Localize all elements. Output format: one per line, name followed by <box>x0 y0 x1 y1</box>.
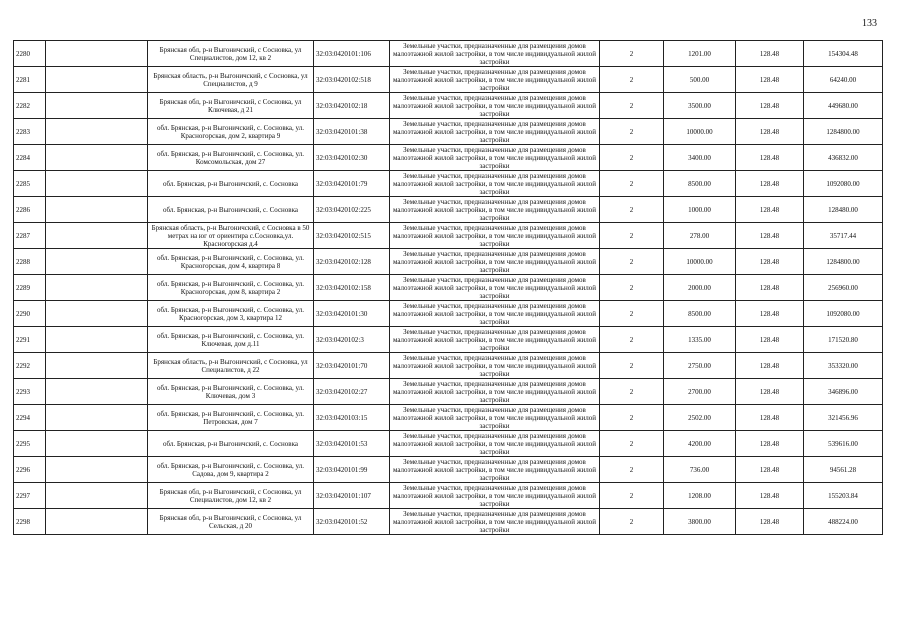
rate-cell: 128.48 <box>736 119 804 145</box>
empty-cell <box>46 197 148 223</box>
rate-cell: 128.48 <box>736 93 804 119</box>
cadastral-number-cell: 32:03:0420102:18 <box>314 93 390 119</box>
land-use-cell: Земельные участки, предназначенные для размещения домов малоэтажной жилой застройки, в том числе индивидуальной жилой застройки <box>390 301 600 327</box>
category-cell: 2 <box>600 483 664 509</box>
land-use-cell: Земельные участки, предназначенные для размещения домов малоэтажной жилой застройки, в том числе индивидуальной жилой застройки <box>390 197 600 223</box>
row-number-cell: 2284 <box>14 145 46 171</box>
rate-cell: 128.48 <box>736 353 804 379</box>
cadastral-number-cell: 32:03:0420103:15 <box>314 405 390 431</box>
land-registry-table <box>13 40 883 535</box>
address-cell: обл. Брянская, р-н Выгоничский, с. Сосновка, ул. Красногорская, дом 2, квартира 9 <box>148 119 314 145</box>
rate-cell: 128.48 <box>736 223 804 249</box>
category-cell: 2 <box>600 379 664 405</box>
row-number-cell: 2283 <box>14 119 46 145</box>
category-cell: 2 <box>600 457 664 483</box>
empty-cell <box>46 483 148 509</box>
area-cell: 1335.00 <box>664 327 736 353</box>
address-cell: обл. Брянская, р-н Выгоничский, с. Сосновка, ул. Красногорская, дом 3, квартира 12 <box>148 301 314 327</box>
cadastral-value-cell: 1092080.00 <box>804 171 883 197</box>
land-use-cell: Земельные участки, предназначенные для размещения домов малоэтажной жилой застройки, в том числе индивидуальной жилой застройки <box>390 509 600 535</box>
area-cell: 3500.00 <box>664 93 736 119</box>
land-use-cell: Земельные участки, предназначенные для размещения домов малоэтажной жилой застройки, в том числе индивидуальной жилой застройки <box>390 327 600 353</box>
category-cell: 2 <box>600 119 664 145</box>
category-cell: 2 <box>600 353 664 379</box>
land-use-cell: Земельные участки, предназначенные для размещения домов малоэтажной жилой застройки, в том числе индивидуальной жилой застройки <box>390 41 600 67</box>
address-cell: Брянская область, р-н Выгоничский, с Сосновка в 50 метрах на юг от ориентира с.Сосновка,ул. Красногорская д.4 <box>148 223 314 249</box>
rate-cell: 128.48 <box>736 457 804 483</box>
row-number-cell: 2294 <box>14 405 46 431</box>
address-cell: обл. Брянская, р-н Выгоничский, с. Сосновка <box>148 431 314 457</box>
address-cell: обл. Брянская, р-н Выгоничский, с. Сосновка, ул. Красногорская, дом 4, квартира 8 <box>148 249 314 275</box>
table-row <box>14 41 883 67</box>
cadastral-value-cell: 94561.28 <box>804 457 883 483</box>
rate-cell: 128.48 <box>736 327 804 353</box>
table-row <box>14 431 883 457</box>
area-cell: 736.00 <box>664 457 736 483</box>
land-use-cell: Земельные участки, предназначенные для размещения домов малоэтажной жилой застройки, в том числе индивидуальной жилой застройки <box>390 223 600 249</box>
category-cell: 2 <box>600 431 664 457</box>
table-row <box>14 197 883 223</box>
rate-cell: 128.48 <box>736 145 804 171</box>
table-row <box>14 379 883 405</box>
area-cell: 8500.00 <box>664 171 736 197</box>
rate-cell: 128.48 <box>736 197 804 223</box>
area-cell: 1000.00 <box>664 197 736 223</box>
cadastral-value-cell: 256960.00 <box>804 275 883 301</box>
empty-cell <box>46 67 148 93</box>
table-row <box>14 93 883 119</box>
land-use-cell: Земельные участки, предназначенные для размещения домов малоэтажной жилой застройки, в том числе индивидуальной жилой застройки <box>390 353 600 379</box>
row-number-cell: 2295 <box>14 431 46 457</box>
table-row <box>14 275 883 301</box>
area-cell: 278.00 <box>664 223 736 249</box>
category-cell: 2 <box>600 301 664 327</box>
empty-cell <box>46 379 148 405</box>
empty-cell <box>46 405 148 431</box>
row-number-cell: 2285 <box>14 171 46 197</box>
rate-cell: 128.48 <box>736 41 804 67</box>
category-cell: 2 <box>600 93 664 119</box>
land-use-cell: Земельные участки, предназначенные для размещения домов малоэтажной жилой застройки, в том числе индивидуальной жилой застройки <box>390 431 600 457</box>
cadastral-value-cell: 1092080.00 <box>804 301 883 327</box>
cadastral-number-cell: 32:03:0420101:70 <box>314 353 390 379</box>
cadastral-value-cell: 1284800.00 <box>804 249 883 275</box>
table-row <box>14 145 883 171</box>
land-use-cell: Земельные участки, предназначенные для размещения домов малоэтажной жилой застройки, в том числе индивидуальной жилой застройки <box>390 145 600 171</box>
category-cell: 2 <box>600 197 664 223</box>
row-number-cell: 2281 <box>14 67 46 93</box>
table-row <box>14 67 883 93</box>
cadastral-value-cell: 488224.00 <box>804 509 883 535</box>
category-cell: 2 <box>600 275 664 301</box>
area-cell: 2700.00 <box>664 379 736 405</box>
area-cell: 500.00 <box>664 67 736 93</box>
land-use-cell: Земельные участки, предназначенные для размещения домов малоэтажной жилой застройки, в том числе индивидуальной жилой застройки <box>390 275 600 301</box>
cadastral-value-cell: 539616.00 <box>804 431 883 457</box>
cadastral-number-cell: 32:03:0420101:52 <box>314 509 390 535</box>
rate-cell: 128.48 <box>736 509 804 535</box>
empty-cell <box>46 353 148 379</box>
table-row <box>14 353 883 379</box>
area-cell: 1208.00 <box>664 483 736 509</box>
land-use-cell: Земельные участки, предназначенные для размещения домов малоэтажной жилой застройки, в том числе индивидуальной жилой застройки <box>390 119 600 145</box>
rate-cell: 128.48 <box>736 431 804 457</box>
page-number: 133 <box>862 18 877 29</box>
table-row <box>14 405 883 431</box>
cadastral-number-cell: 32:03:0420102:128 <box>314 249 390 275</box>
table-row <box>14 171 883 197</box>
land-use-cell: Земельные участки, предназначенные для размещения домов малоэтажной жилой застройки, в том числе индивидуальной жилой застройки <box>390 249 600 275</box>
cadastral-value-cell: 346896.00 <box>804 379 883 405</box>
category-cell: 2 <box>600 145 664 171</box>
address-cell: обл. Брянская, р-н Выгоничский, с. Сосновка, ул. Комсомольская, дом 27 <box>148 145 314 171</box>
cadastral-number-cell: 32:03:0420101:99 <box>314 457 390 483</box>
cadastral-number-cell: 32:03:0420102:158 <box>314 275 390 301</box>
address-cell: Брянская обл, р-н Выгоничский, с Сосновка, ул Сельская, д 20 <box>148 509 314 535</box>
category-cell: 2 <box>600 223 664 249</box>
cadastral-number-cell: 32:03:0420101:38 <box>314 119 390 145</box>
empty-cell <box>46 171 148 197</box>
empty-cell <box>46 41 148 67</box>
area-cell: 2750.00 <box>664 353 736 379</box>
table-row <box>14 223 883 249</box>
area-cell: 2000.00 <box>664 275 736 301</box>
address-cell: Брянская область, р-н Выгоничский, с Сосновка, ул Специалистов, д 22 <box>148 353 314 379</box>
empty-cell <box>46 509 148 535</box>
cadastral-value-cell: 35717.44 <box>804 223 883 249</box>
cadastral-value-cell: 154304.48 <box>804 41 883 67</box>
row-number-cell: 2292 <box>14 353 46 379</box>
address-cell: Брянская область, р-н Выгоничский, с Сосновка, ул Специалистов, д 9 <box>148 67 314 93</box>
land-use-cell: Земельные участки, предназначенные для размещения домов малоэтажной жилой застройки, в том числе индивидуальной жилой застройки <box>390 405 600 431</box>
address-cell: обл. Брянская, р-н Выгоничский, с. Сосновка, ул. Петровская, дом 7 <box>148 405 314 431</box>
row-number-cell: 2293 <box>14 379 46 405</box>
cadastral-number-cell: 32:03:0420101:30 <box>314 301 390 327</box>
row-number-cell: 2290 <box>14 301 46 327</box>
area-cell: 3400.00 <box>664 145 736 171</box>
category-cell: 2 <box>600 405 664 431</box>
empty-cell <box>46 301 148 327</box>
row-number-cell: 2289 <box>14 275 46 301</box>
empty-cell <box>46 223 148 249</box>
empty-cell <box>46 93 148 119</box>
row-number-cell: 2287 <box>14 223 46 249</box>
rate-cell: 128.48 <box>736 405 804 431</box>
address-cell: Брянская обл, р-н Выгоничский, с Сосновка, ул Ключевая, д 21 <box>148 93 314 119</box>
land-use-cell: Земельные участки, предназначенные для размещения домов малоэтажной жилой застройки, в том числе индивидуальной жилой застройки <box>390 379 600 405</box>
empty-cell <box>46 327 148 353</box>
empty-cell <box>46 275 148 301</box>
area-cell: 8500.00 <box>664 301 736 327</box>
table-row <box>14 119 883 145</box>
row-number-cell: 2291 <box>14 327 46 353</box>
rate-cell: 128.48 <box>736 249 804 275</box>
land-use-cell: Земельные участки, предназначенные для размещения домов малоэтажной жилой застройки, в том числе индивидуальной жилой застройки <box>390 457 600 483</box>
cadastral-value-cell: 128480.00 <box>804 197 883 223</box>
cadastral-number-cell: 32:03:0420102:3 <box>314 327 390 353</box>
cadastral-value-cell: 1284800.00 <box>804 119 883 145</box>
category-cell: 2 <box>600 249 664 275</box>
row-number-cell: 2288 <box>14 249 46 275</box>
row-number-cell: 2280 <box>14 41 46 67</box>
table-row <box>14 457 883 483</box>
category-cell: 2 <box>600 41 664 67</box>
row-number-cell: 2286 <box>14 197 46 223</box>
cadastral-number-cell: 32:03:0420101:106 <box>314 41 390 67</box>
row-number-cell: 2296 <box>14 457 46 483</box>
area-cell: 4200.00 <box>664 431 736 457</box>
land-use-cell: Земельные участки, предназначенные для размещения домов малоэтажной жилой застройки, в том числе индивидуальной жилой застройки <box>390 483 600 509</box>
rate-cell: 128.48 <box>736 67 804 93</box>
empty-cell <box>46 249 148 275</box>
cadastral-value-cell: 321456.96 <box>804 405 883 431</box>
row-number-cell: 2282 <box>14 93 46 119</box>
table-row <box>14 509 883 535</box>
rate-cell: 128.48 <box>736 379 804 405</box>
row-number-cell: 2298 <box>14 509 46 535</box>
area-cell: 3800.00 <box>664 509 736 535</box>
area-cell: 10000.00 <box>664 249 736 275</box>
category-cell: 2 <box>600 327 664 353</box>
cadastral-number-cell: 32:03:0420102:515 <box>314 223 390 249</box>
address-cell: Брянская обл, р-н Выгоничский, с Сосновка, ул Специалистов, дом 12, кв 2 <box>148 41 314 67</box>
rate-cell: 128.48 <box>736 301 804 327</box>
cadastral-value-cell: 64240.00 <box>804 67 883 93</box>
cadastral-number-cell: 32:03:0420101:107 <box>314 483 390 509</box>
address-cell: обл. Брянская, р-н Выгоничский, с. Сосновка <box>148 197 314 223</box>
cadastral-number-cell: 32:03:0420102:27 <box>314 379 390 405</box>
address-cell: обл. Брянская, р-н Выгоничский, с. Сосновка, ул. Красногорская, дом 8, квартира 2 <box>148 275 314 301</box>
cadastral-number-cell: 32:03:0420101:53 <box>314 431 390 457</box>
land-use-cell: Земельные участки, предназначенные для размещения домов малоэтажной жилой застройки, в том числе индивидуальной жилой застройки <box>390 67 600 93</box>
cadastral-number-cell: 32:03:0420101:79 <box>314 171 390 197</box>
category-cell: 2 <box>600 67 664 93</box>
table-row <box>14 249 883 275</box>
cadastral-value-cell: 155203.84 <box>804 483 883 509</box>
land-use-cell: Земельные участки, предназначенные для размещения домов малоэтажной жилой застройки, в том числе индивидуальной жилой застройки <box>390 93 600 119</box>
empty-cell <box>46 119 148 145</box>
rate-cell: 128.48 <box>736 275 804 301</box>
address-cell: Брянская обл, р-н Выгоничский, с Сосновка, ул Специалистов, дом 12, кв 2 <box>148 483 314 509</box>
table-row <box>14 327 883 353</box>
address-cell: обл. Брянская, р-н Выгоничский, с. Сосновка, ул. Ключевая, дом д.11 <box>148 327 314 353</box>
rate-cell: 128.48 <box>736 483 804 509</box>
table-row <box>14 483 883 509</box>
table-row <box>14 301 883 327</box>
rate-cell: 128.48 <box>736 171 804 197</box>
land-use-cell: Земельные участки, предназначенные для размещения домов малоэтажной жилой застройки, в том числе индивидуальной жилой застройки <box>390 171 600 197</box>
cadastral-number-cell: 32:03:0420102:225 <box>314 197 390 223</box>
empty-cell <box>46 457 148 483</box>
cadastral-number-cell: 32:03:0420102:518 <box>314 67 390 93</box>
address-cell: обл. Брянская, р-н Выгоничский, с. Сосновка, ул. Садова, дом 9, квартира 2 <box>148 457 314 483</box>
category-cell: 2 <box>600 171 664 197</box>
area-cell: 1201.00 <box>664 41 736 67</box>
cadastral-value-cell: 436832.00 <box>804 145 883 171</box>
address-cell: обл. Брянская, р-н Выгоничский, с. Сосновка, ул. Ключевая, дом 3 <box>148 379 314 405</box>
cadastral-value-cell: 353320.00 <box>804 353 883 379</box>
cadastral-value-cell: 449680.00 <box>804 93 883 119</box>
row-number-cell: 2297 <box>14 483 46 509</box>
cadastral-number-cell: 32:03:0420102:30 <box>314 145 390 171</box>
category-cell: 2 <box>600 509 664 535</box>
empty-cell <box>46 431 148 457</box>
area-cell: 10000.00 <box>664 119 736 145</box>
address-cell: обл. Брянская, р-н Выгоничский, с. Сосновка <box>148 171 314 197</box>
table-body <box>14 41 883 535</box>
cadastral-value-cell: 171520.80 <box>804 327 883 353</box>
area-cell: 2502.00 <box>664 405 736 431</box>
empty-cell <box>46 145 148 171</box>
